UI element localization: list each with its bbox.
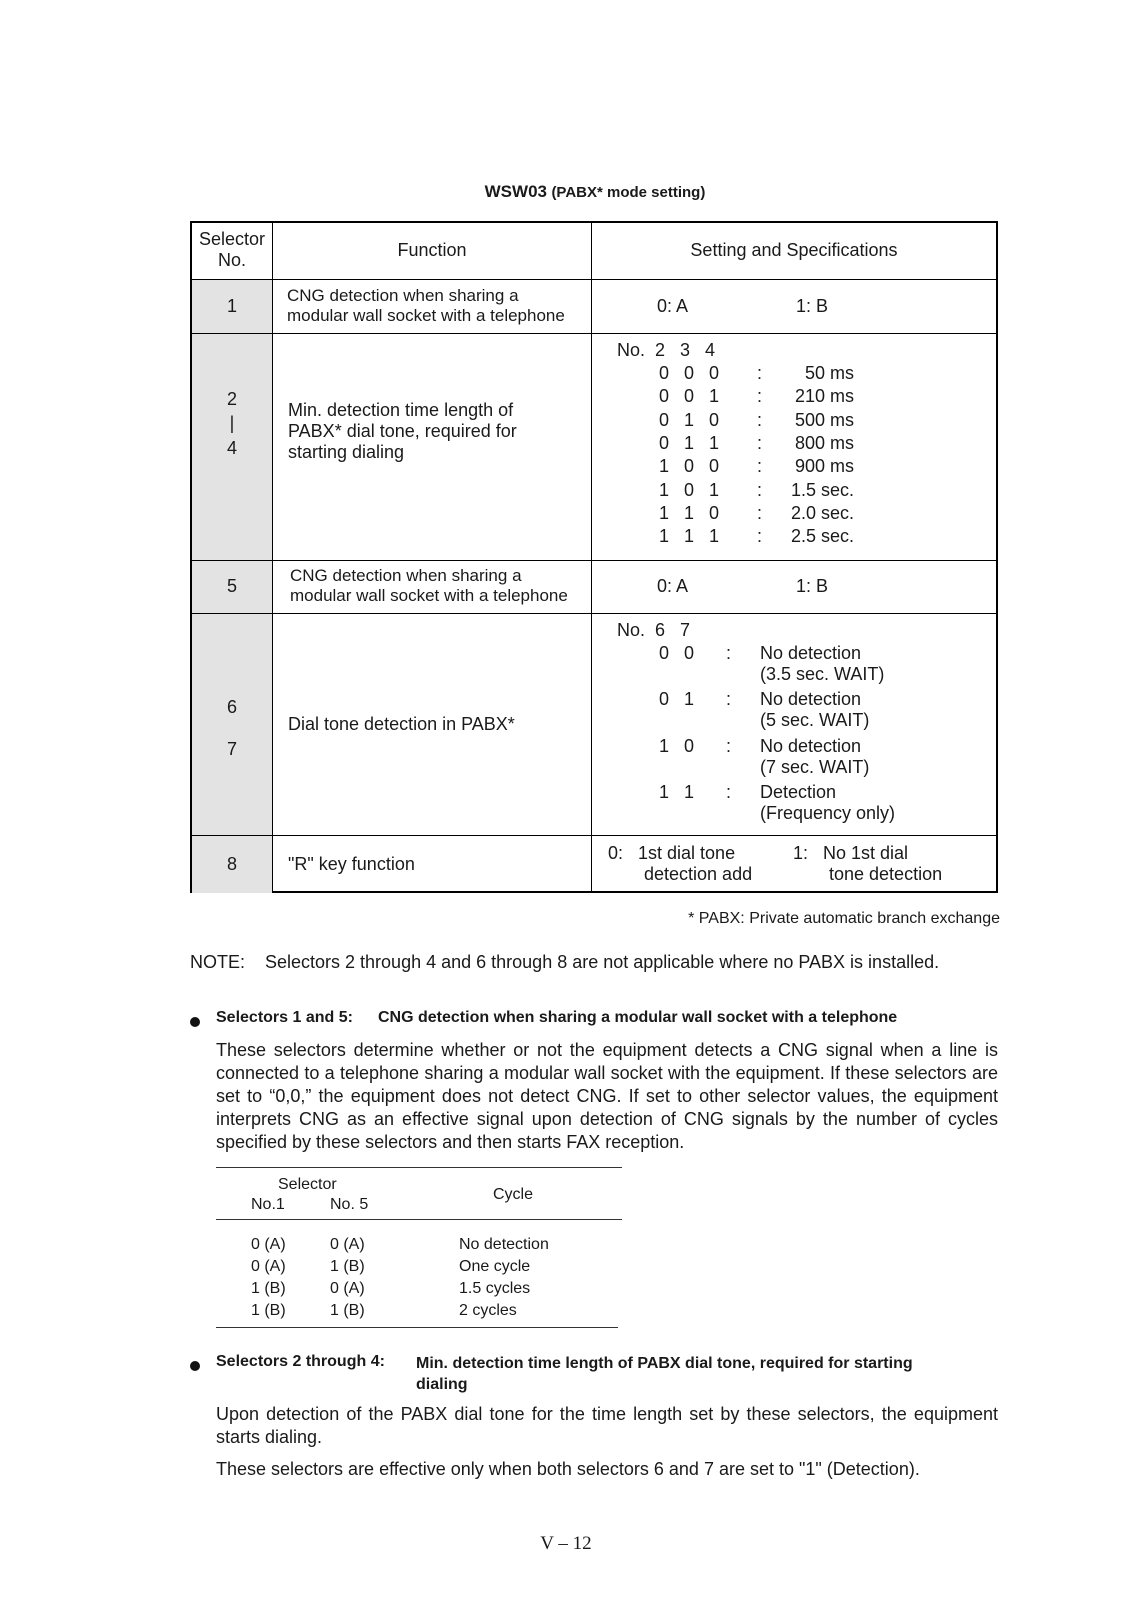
bits-combination: 0 1 1: [659, 432, 720, 453]
colon-separator: :: [757, 432, 763, 453]
table-row: [192, 334, 996, 561]
bits-combination: 1 1: [659, 781, 695, 802]
bits-combination: 0 0 1: [659, 386, 720, 407]
function-text: "R" key function: [288, 854, 415, 874]
cycle-no1-value: 0 (A): [251, 1236, 286, 1253]
bits-combination: 1 0 0: [659, 456, 720, 477]
detection-wait: (5 sec. WAIT): [760, 710, 870, 731]
title-code: WSW03: [484, 182, 547, 201]
time-value: 2.0 sec.: [790, 502, 854, 523]
cycle-value: 2 cycles: [459, 1302, 517, 1319]
bits-combination: 1 0 1: [659, 479, 720, 500]
note: [190, 952, 939, 973]
colon-separator: :: [757, 386, 763, 407]
section1-body: These selectors determine whether or not the equipment detects a CNG signal when a line is connected to a telephone sharing a modular wall socket with the equipment. If these selectors are set to “0,0,” the equipment does not detect CNG. If set to other selector values, the equipment interprets CNG as an effective signal upon detection of CNG signals by the number of cycles specified by these selectors and then starts FAX reception.: [216, 1040, 998, 1152]
cycle-header-cycle: Cycle: [493, 1186, 534, 1203]
colon-separator: :: [726, 735, 732, 756]
detection-wait: (7 sec. WAIT): [760, 756, 870, 777]
table-row: [192, 280, 996, 334]
selector-no: 5: [226, 576, 237, 596]
section1-heading: CNG detection when sharing a modular wall socket with a telephone: [378, 1009, 898, 1026]
colon-separator: :: [757, 526, 763, 547]
cycle-no1-value: 1 (B): [251, 1302, 286, 1319]
cycle-header-no5: No. 5: [330, 1196, 369, 1213]
cycle-table-header-rule: [216, 1219, 622, 1220]
detection-wait: (3.5 sec. WAIT): [760, 664, 885, 684]
option-1-line1: 1: No 1st dial: [793, 843, 909, 863]
detection-value: No detection: [760, 643, 862, 663]
time-value: 50 ms: [804, 363, 854, 383]
cycle-table-top-rule: [216, 1167, 622, 1168]
bullet-icon: [190, 1017, 200, 1027]
detection-value: Detection: [760, 781, 837, 802]
cycle-header-selector: Selector: [278, 1176, 337, 1193]
page-title: [0, 182, 1132, 202]
detection-value: No detection: [760, 689, 862, 710]
cycle-value: One cycle: [459, 1258, 531, 1275]
section2-heading-line1: Min. detection time length of PABX dial tone, required for starting: [416, 1355, 913, 1372]
cycle-table-bottom-rule: [216, 1327, 618, 1328]
cycle-no5-value: 1 (B): [330, 1302, 365, 1319]
cycle-value: 1.5 cycles: [459, 1280, 531, 1297]
bits-combination: 1 0: [659, 735, 695, 756]
colon-separator: :: [757, 409, 763, 430]
bits-combination: 0 1 0: [659, 409, 720, 430]
time-value: 2.5 sec.: [790, 526, 854, 547]
option-1: 1: B: [796, 296, 829, 316]
colon-separator: :: [757, 363, 763, 383]
header-setting: Setting and Specifications: [690, 240, 898, 260]
option-0: 0: A: [657, 296, 689, 316]
option-0-line1: 0: 1st dial tone: [608, 843, 736, 863]
option-0: 0: A: [657, 576, 689, 596]
cycle-no1-value: 1 (B): [251, 1280, 286, 1297]
section1-label: Selectors 1 and 5:: [216, 1009, 353, 1026]
header-selector: Selector No.: [198, 229, 266, 270]
title-subtitle: (PABX* mode setting): [551, 184, 706, 201]
colon-separator: :: [726, 643, 732, 663]
section2-body2: These selectors are effective only when both selectors 6 and 7 are set to "1" (Detection).: [216, 1459, 920, 1479]
bits-combination: 1 1 0: [659, 502, 720, 523]
selector-no: 6: [226, 697, 237, 717]
table-row: [192, 561, 996, 614]
page-number: V – 12: [540, 1533, 592, 1554]
bullet-icon: [190, 1361, 200, 1371]
option-1-line2: tone detection: [829, 864, 943, 884]
selector-no: 1: [226, 296, 237, 316]
bits-combination: 0 1: [659, 689, 695, 710]
cycle-value: No detection: [459, 1236, 549, 1253]
bits-header: No. 6 7: [617, 620, 691, 640]
wsw03-table: [190, 221, 998, 893]
detection-wait: (Frequency only): [760, 802, 896, 823]
cycle-header-no1: No.1: [251, 1196, 285, 1213]
time-value: 210 ms: [794, 386, 854, 407]
colon-separator: :: [757, 502, 763, 523]
cycle-no5-value: 1 (B): [330, 1258, 365, 1275]
table-header-row: [192, 223, 996, 280]
option-0-line2: detection add: [644, 864, 753, 884]
time-value: 900 ms: [794, 456, 854, 477]
selector-range-bar: |: [229, 413, 235, 433]
section2-heading-line2: dialing: [416, 1376, 468, 1393]
footnote: * PABX: Private automatic branch exchange: [688, 910, 1000, 927]
bits-combination: 0 0: [659, 643, 695, 663]
time-value: 500 ms: [794, 409, 854, 430]
cycle-no1-value: 0 (A): [251, 1258, 286, 1275]
function-text: Dial tone detection in PABX*: [288, 714, 515, 734]
detection-value: No detection: [760, 735, 862, 756]
cycle-no5-value: 0 (A): [330, 1280, 365, 1297]
function-text: CNG detection when sharing a modular wall socket with a telephone: [290, 566, 568, 605]
selector-no: 2: [226, 389, 237, 409]
section2-body1: Upon detection of the PABX dial tone for the time length set by these selectors, the equipment starts dialing.: [216, 1404, 998, 1447]
colon-separator: :: [757, 479, 763, 500]
note-label: NOTE:: [190, 952, 246, 972]
time-value: 1.5 sec.: [790, 479, 854, 500]
cycle-no5-value: 0 (A): [330, 1236, 365, 1253]
header-function: Function: [397, 240, 467, 260]
section2-label: Selectors 2 through 4:: [216, 1353, 385, 1370]
colon-separator: :: [726, 781, 732, 802]
colon-separator: :: [726, 689, 732, 710]
time-value: 800 ms: [794, 432, 854, 453]
bits-combination: 0 0 0: [659, 363, 720, 383]
table-row: [192, 836, 996, 893]
function-text: Min. detection time length of PABX* dial tone, required for starting dialing: [288, 400, 517, 462]
note-text: Selectors 2 through 4 and 6 through 8 are not applicable where no PABX is installed.: [265, 952, 940, 972]
selector-no: 7: [226, 739, 237, 759]
table-row: [192, 614, 996, 836]
selector-no: 4: [226, 438, 237, 458]
selector-no: 8: [226, 854, 237, 874]
bits-combination: 1 1 1: [659, 526, 720, 547]
colon-separator: :: [757, 456, 763, 477]
function-text: CNG detection when sharing a modular wall socket with a telephone: [287, 286, 565, 325]
bits-header: No. 2 3 4: [617, 340, 716, 360]
option-1: 1: B: [796, 576, 829, 596]
